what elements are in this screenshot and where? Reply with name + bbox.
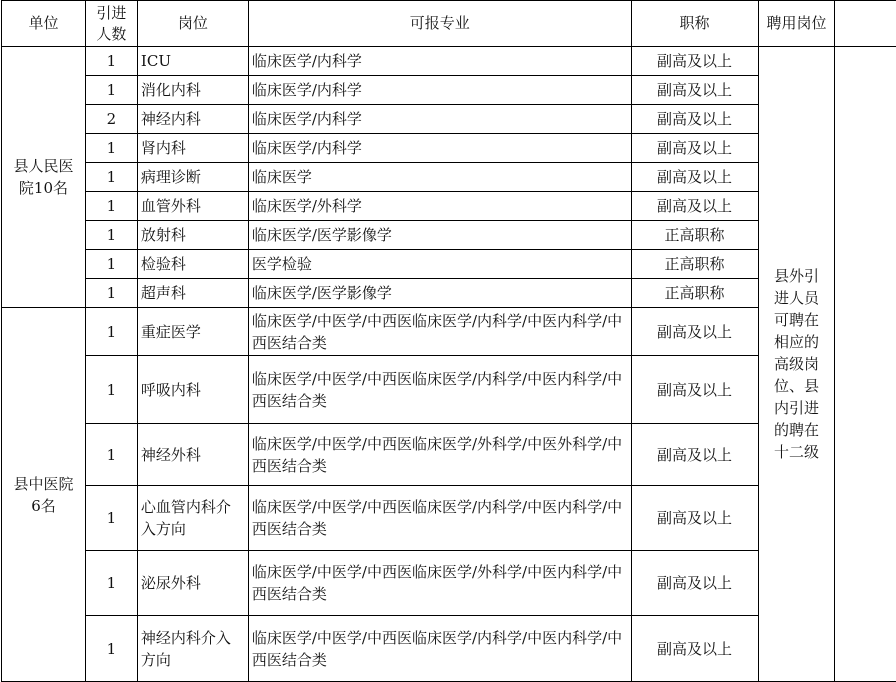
major-cell: 医学检验 <box>248 250 631 279</box>
count-cell: 1 <box>85 250 137 279</box>
major-cell: 临床医学/医学影像学 <box>248 279 631 308</box>
major-cell: 临床医学/中医学/中西医临床医学/内科学/中医内科学/中西医结合类 <box>248 486 631 551</box>
major-cell: 临床医学/中医学/中西医临床医学/内科学/中医内科学/中西医结合类 <box>248 616 631 682</box>
major-cell: 临床医学/内科学 <box>248 105 631 134</box>
major-cell: 临床医学/中医学/中西医临床医学/内科学/中医内科学/中西医结合类 <box>248 308 631 356</box>
post-cell: 神经外科 <box>137 424 248 486</box>
post-cell: 血管外科 <box>137 192 248 221</box>
header-count: 引进人数 <box>85 1 137 47</box>
count-cell: 1 <box>85 163 137 192</box>
post-cell: 泌尿外科 <box>137 551 248 616</box>
header-title: 职称 <box>631 1 758 47</box>
title-cell: 正高职称 <box>631 279 758 308</box>
count-cell: 1 <box>85 221 137 250</box>
title-cell: 副高及以上 <box>631 486 758 551</box>
post-cell: 消化内科 <box>137 76 248 105</box>
major-cell: 临床医学/内科学 <box>248 76 631 105</box>
post-cell: 心血管内科介入方向 <box>137 486 248 551</box>
count-cell: 1 <box>85 356 137 424</box>
major-cell: 临床医学/内科学 <box>248 47 631 76</box>
unit-cell: 县中医院6名 <box>2 308 86 682</box>
title-cell: 副高及以上 <box>631 308 758 356</box>
header-post: 岗位 <box>137 1 248 47</box>
title-cell: 副高及以上 <box>631 192 758 221</box>
post-cell: ICU <box>137 47 248 76</box>
title-cell: 副高及以上 <box>631 163 758 192</box>
title-cell: 副高及以上 <box>631 551 758 616</box>
major-cell: 临床医学/医学影像学 <box>248 221 631 250</box>
hire-note-cell: 县外引进人员可聘在相应的高级岗位、县内引进的聘在十二级 <box>758 47 835 682</box>
post-cell: 放射科 <box>137 221 248 250</box>
major-cell: 临床医学/中医学/中西医临床医学/外科学/中医外科学/中西医结合类 <box>248 424 631 486</box>
count-cell: 1 <box>85 551 137 616</box>
post-cell: 肾内科 <box>137 134 248 163</box>
title-cell: 副高及以上 <box>631 356 758 424</box>
header-blank <box>835 1 896 47</box>
count-cell: 1 <box>85 76 137 105</box>
post-cell: 重症医学 <box>137 308 248 356</box>
post-cell: 检验科 <box>137 250 248 279</box>
title-cell: 副高及以上 <box>631 616 758 682</box>
count-cell: 1 <box>85 308 137 356</box>
table-row <box>2 47 896 76</box>
count-cell: 2 <box>85 105 137 134</box>
header-unit: 单位 <box>2 1 86 47</box>
title-cell: 副高及以上 <box>631 134 758 163</box>
major-cell: 临床医学/外科学 <box>248 192 631 221</box>
header-row <box>2 1 896 47</box>
title-cell: 副高及以上 <box>631 47 758 76</box>
count-cell: 1 <box>85 47 137 76</box>
title-cell: 副高及以上 <box>631 76 758 105</box>
count-cell: 1 <box>85 279 137 308</box>
major-cell: 临床医学/内科学 <box>248 134 631 163</box>
title-cell: 正高职称 <box>631 250 758 279</box>
header-major: 可报专业 <box>248 1 631 47</box>
title-cell: 正高职称 <box>631 221 758 250</box>
unit-cell: 县人民医院10名 <box>2 47 86 308</box>
title-cell: 副高及以上 <box>631 105 758 134</box>
count-cell: 1 <box>85 424 137 486</box>
post-cell: 呼吸内科 <box>137 356 248 424</box>
count-cell: 1 <box>85 134 137 163</box>
count-cell: 1 <box>85 192 137 221</box>
recruitment-table <box>1 0 896 682</box>
major-cell: 临床医学/中医学/中西医临床医学/内科学/中医内科学/中西医结合类 <box>248 356 631 424</box>
blank-cell <box>835 47 896 682</box>
post-cell: 超声科 <box>137 279 248 308</box>
title-cell: 副高及以上 <box>631 424 758 486</box>
post-cell: 神经内科介入方向 <box>137 616 248 682</box>
major-cell: 临床医学/中医学/中西医临床医学/外科学/中医内科学/中西医结合类 <box>248 551 631 616</box>
major-cell: 临床医学 <box>248 163 631 192</box>
post-cell: 病理诊断 <box>137 163 248 192</box>
count-cell: 1 <box>85 486 137 551</box>
header-hire: 聘用岗位 <box>758 1 835 47</box>
count-cell: 1 <box>85 616 137 682</box>
post-cell: 神经内科 <box>137 105 248 134</box>
